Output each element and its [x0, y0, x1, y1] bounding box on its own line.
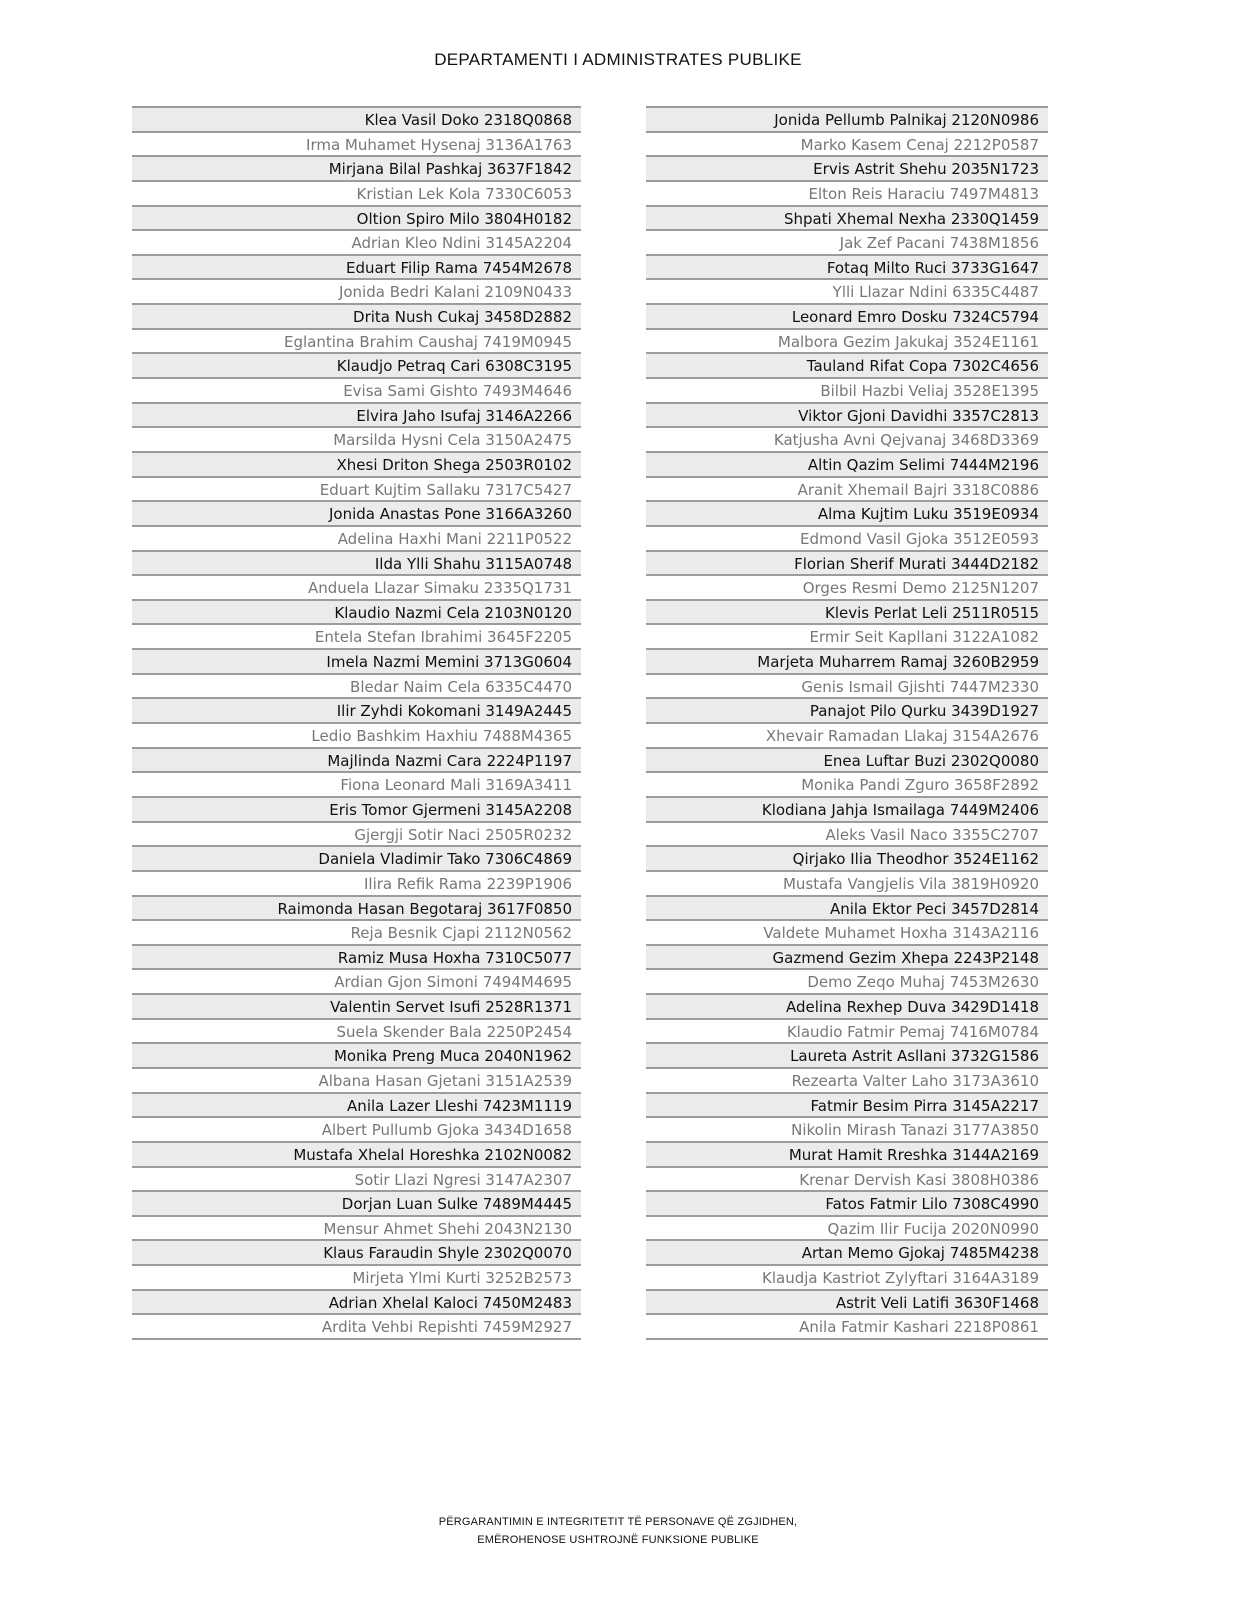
- list-item: Entela Stefan Ibrahimi 3645F2205: [132, 625, 581, 650]
- list-item: Fatmir Besim Pirra 3145A2217: [646, 1094, 1048, 1119]
- list-item: Klaudjo Petraq Cari 6308C3195: [132, 354, 581, 379]
- list-item: Ilda Ylli Shahu 3115A0748: [132, 552, 581, 577]
- list-item: Klea Vasil Doko 2318Q0868: [132, 108, 581, 133]
- list-item: Ervis Astrit Shehu 2035N1723: [646, 157, 1048, 182]
- list-item: Mustafa Xhelal Horeshka 2102N0082: [132, 1143, 581, 1168]
- list-item: Ledio Bashkim Haxhiu 7488M4365: [132, 724, 581, 749]
- list-item: Ilir Zyhdi Kokomani 3149A2445: [132, 699, 581, 724]
- list-item: Krenar Dervish Kasi 3808H0386: [646, 1168, 1048, 1193]
- list-item: Ylli Llazar Ndini 6335C4487: [646, 280, 1048, 305]
- list-item: Elton Reis Haraciu 7497M4813: [646, 182, 1048, 207]
- list-item: Artan Memo Gjokaj 7485M4238: [646, 1241, 1048, 1266]
- list-item: Demo Zeqo Muhaj 7453M2630: [646, 970, 1048, 995]
- list-item: Qazim Ilir Fucija 2020N0990: [646, 1217, 1048, 1242]
- list-item: Bilbil Hazbi Veliaj 3528E1395: [646, 379, 1048, 404]
- list-item: Xhevair Ramadan Llakaj 3154A2676: [646, 724, 1048, 749]
- list-item: Aleks Vasil Naco 3355C2707: [646, 823, 1048, 848]
- list-item: Mensur Ahmet Shehi 2043N2130: [132, 1217, 581, 1242]
- list-item: Dorjan Luan Sulke 7489M4445: [132, 1192, 581, 1217]
- list-item: Adrian Xhelal Kaloci 7450M2483: [132, 1291, 581, 1316]
- list-item: Tauland Rifat Copa 7302C4656: [646, 354, 1048, 379]
- list-item: Anila Ektor Peci 3457D2814: [646, 897, 1048, 922]
- list-item: Reja Besnik Cjapi 2112N0562: [132, 921, 581, 946]
- list-item: Nikolin Mirash Tanazi 3177A3850: [646, 1118, 1048, 1143]
- list-item: Evisa Sami Gishto 7493M4646: [132, 379, 581, 404]
- list-item: Eduart Filip Rama 7454M2678: [132, 256, 581, 281]
- list-item: Imela Nazmi Memini 3713G0604: [132, 650, 581, 675]
- list-item: Fiona Leonard Mali 3169A3411: [132, 773, 581, 798]
- list-item: Mirjeta Ylmi Kurti 3252B2573: [132, 1266, 581, 1291]
- list-item: Alma Kujtim Luku 3519E0934: [646, 502, 1048, 527]
- list-item: Majlinda Nazmi Cara 2224P1197: [132, 749, 581, 774]
- list-item: Ramiz Musa Hoxha 7310C5077: [132, 946, 581, 971]
- list-item: Klodiana Jahja Ismailaga 7449M2406: [646, 798, 1048, 823]
- list-item: Klevis Perlat Leli 2511R0515: [646, 601, 1048, 626]
- list-item: Marsilda Hysni Cela 3150A2475: [132, 428, 581, 453]
- list-item: Klaudja Kastriot Zylyftari 3164A3189: [646, 1266, 1048, 1291]
- list-item: Monika Preng Muca 2040N1962: [132, 1044, 581, 1069]
- list-item: Raimonda Hasan Begotaraj 3617F0850: [132, 897, 581, 922]
- list-item: Anila Lazer Lleshi 7423M1119: [132, 1094, 581, 1119]
- list-item: Gjergji Sotir Naci 2505R0232: [132, 823, 581, 848]
- list-item: Drita Nush Cukaj 3458D2882: [132, 305, 581, 330]
- list-item: Oltion Spiro Milo 3804H0182: [132, 207, 581, 232]
- list-item: Qirjako Ilia Theodhor 3524E1162: [646, 847, 1048, 872]
- list-item: Anila Fatmir Kashari 2218P0861: [646, 1315, 1048, 1340]
- list-item: Daniela Vladimir Tako 7306C4869: [132, 847, 581, 872]
- footer-line-1: PËRGARANTIMIN E INTEGRITETIT TË PERSONAVE QË ZGJIDHEN,: [438, 1516, 798, 1528]
- list-item: Albana Hasan Gjetani 3151A2539: [132, 1069, 581, 1094]
- list-item: Klaudio Nazmi Cela 2103N0120: [132, 601, 581, 626]
- list-item: Ilira Refik Rama 2239P1906: [132, 872, 581, 897]
- list-item: Suela Skender Bala 2250P2454: [132, 1020, 581, 1045]
- list-item: Edmond Vasil Gjoka 3512E0593: [646, 527, 1048, 552]
- list-item: Monika Pandi Zguro 3658F2892: [646, 773, 1048, 798]
- list-item: Klaudio Fatmir Pemaj 7416M0784: [646, 1020, 1048, 1045]
- list-item: Aranit Xhemail Bajri 3318C0886: [646, 478, 1048, 503]
- list-item: Xhesi Driton Shega 2503R0102: [132, 453, 581, 478]
- list-item: Murat Hamit Rreshka 3144A2169: [646, 1143, 1048, 1168]
- list-item: Adrian Kleo Ndini 3145A2204: [132, 231, 581, 256]
- list-item: Shpati Xhemal Nexha 2330Q1459: [646, 207, 1048, 232]
- list-item: Kristian Lek Kola 7330C6053: [132, 182, 581, 207]
- list-item: Anduela Llazar Simaku 2335Q1731: [132, 576, 581, 601]
- list-item: Fotaq Milto Ruci 3733G1647: [646, 256, 1048, 281]
- footer-line-2: EMËROHENOSE USHTROJNË FUNKSIONE PUBLIKE: [477, 1534, 759, 1546]
- list-item: Valdete Muhamet Hoxha 3143A2116: [646, 921, 1048, 946]
- list-item: Florian Sherif Murati 3444D2182: [646, 552, 1048, 577]
- list-item: Eduart Kujtim Sallaku 7317C5427: [132, 478, 581, 503]
- list-item: Marjeta Muharrem Ramaj 3260B2959: [646, 650, 1048, 675]
- list-item: Elvira Jaho Isufaj 3146A2266: [132, 404, 581, 429]
- list-item: Jak Zef Pacani 7438M1856: [646, 231, 1048, 256]
- list-item: Klaus Faraudin Shyle 2302Q0070: [132, 1241, 581, 1266]
- list-item: Ardita Vehbi Repishti 7459M2927: [132, 1315, 581, 1340]
- list-item: Albert Pullumb Gjoka 3434D1658: [132, 1118, 581, 1143]
- list-item: Leonard Emro Dosku 7324C5794: [646, 305, 1048, 330]
- list-item: Valentin Servet Isufi 2528R1371: [132, 995, 581, 1020]
- list-item: Altin Qazim Selimi 7444M2196: [646, 453, 1048, 478]
- list-item: Gazmend Gezim Xhepa 2243P2148: [646, 946, 1048, 971]
- list-item: Ermir Seit Kapllani 3122A1082: [646, 625, 1048, 650]
- page-footer: [0, 1513, 1236, 1549]
- list-item: Katjusha Avni Qejvanaj 3468D3369: [646, 428, 1048, 453]
- list-item: Laureta Astrit Asllani 3732G1586: [646, 1044, 1048, 1069]
- list-item: Mustafa Vangjelis Vila 3819H0920: [646, 872, 1048, 897]
- list-item: Mirjana Bilal Pashkaj 3637F1842: [132, 157, 581, 182]
- list-item: Panajot Pilo Qurku 3439D1927: [646, 699, 1048, 724]
- list-item: Irma Muhamet Hysenaj 3136A1763: [132, 133, 581, 158]
- left-name-column: [132, 106, 581, 1340]
- list-item: Enea Luftar Buzi 2302Q0080: [646, 749, 1048, 774]
- page-title: DEPARTAMENTI I ADMINISTRATES PUBLIKE: [434, 50, 802, 69]
- list-item: Marko Kasem Cenaj 2212P0587: [646, 133, 1048, 158]
- list-item: Eglantina Brahim Caushaj 7419M0945: [132, 330, 581, 355]
- list-item: Genis Ismail Gjishti 7447M2330: [646, 675, 1048, 700]
- list-item: Sotir Llazi Ngresi 3147A2307: [132, 1168, 581, 1193]
- list-item: Viktor Gjoni Davidhi 3357C2813: [646, 404, 1048, 429]
- list-item: Bledar Naim Cela 6335C4470: [132, 675, 581, 700]
- list-item: Orges Resmi Demo 2125N1207: [646, 576, 1048, 601]
- list-item: Astrit Veli Latifi 3630F1468: [646, 1291, 1048, 1316]
- right-name-column: [646, 106, 1048, 1340]
- list-item: Fatos Fatmir Lilo 7308C4990: [646, 1192, 1048, 1217]
- list-item: Jonida Anastas Pone 3166A3260: [132, 502, 581, 527]
- list-item: Jonida Bedri Kalani 2109N0433: [132, 280, 581, 305]
- list-item: Malbora Gezim Jakukaj 3524E1161: [646, 330, 1048, 355]
- list-item: Rezearta Valter Laho 3173A3610: [646, 1069, 1048, 1094]
- list-item: Eris Tomor Gjermeni 3145A2208: [132, 798, 581, 823]
- list-item: Jonida Pellumb Palnikaj 2120N0986: [646, 108, 1048, 133]
- list-item: Adelina Haxhi Mani 2211P0522: [132, 527, 581, 552]
- list-item: Ardian Gjon Simoni 7494M4695: [132, 970, 581, 995]
- list-item: Adelina Rexhep Duva 3429D1418: [646, 995, 1048, 1020]
